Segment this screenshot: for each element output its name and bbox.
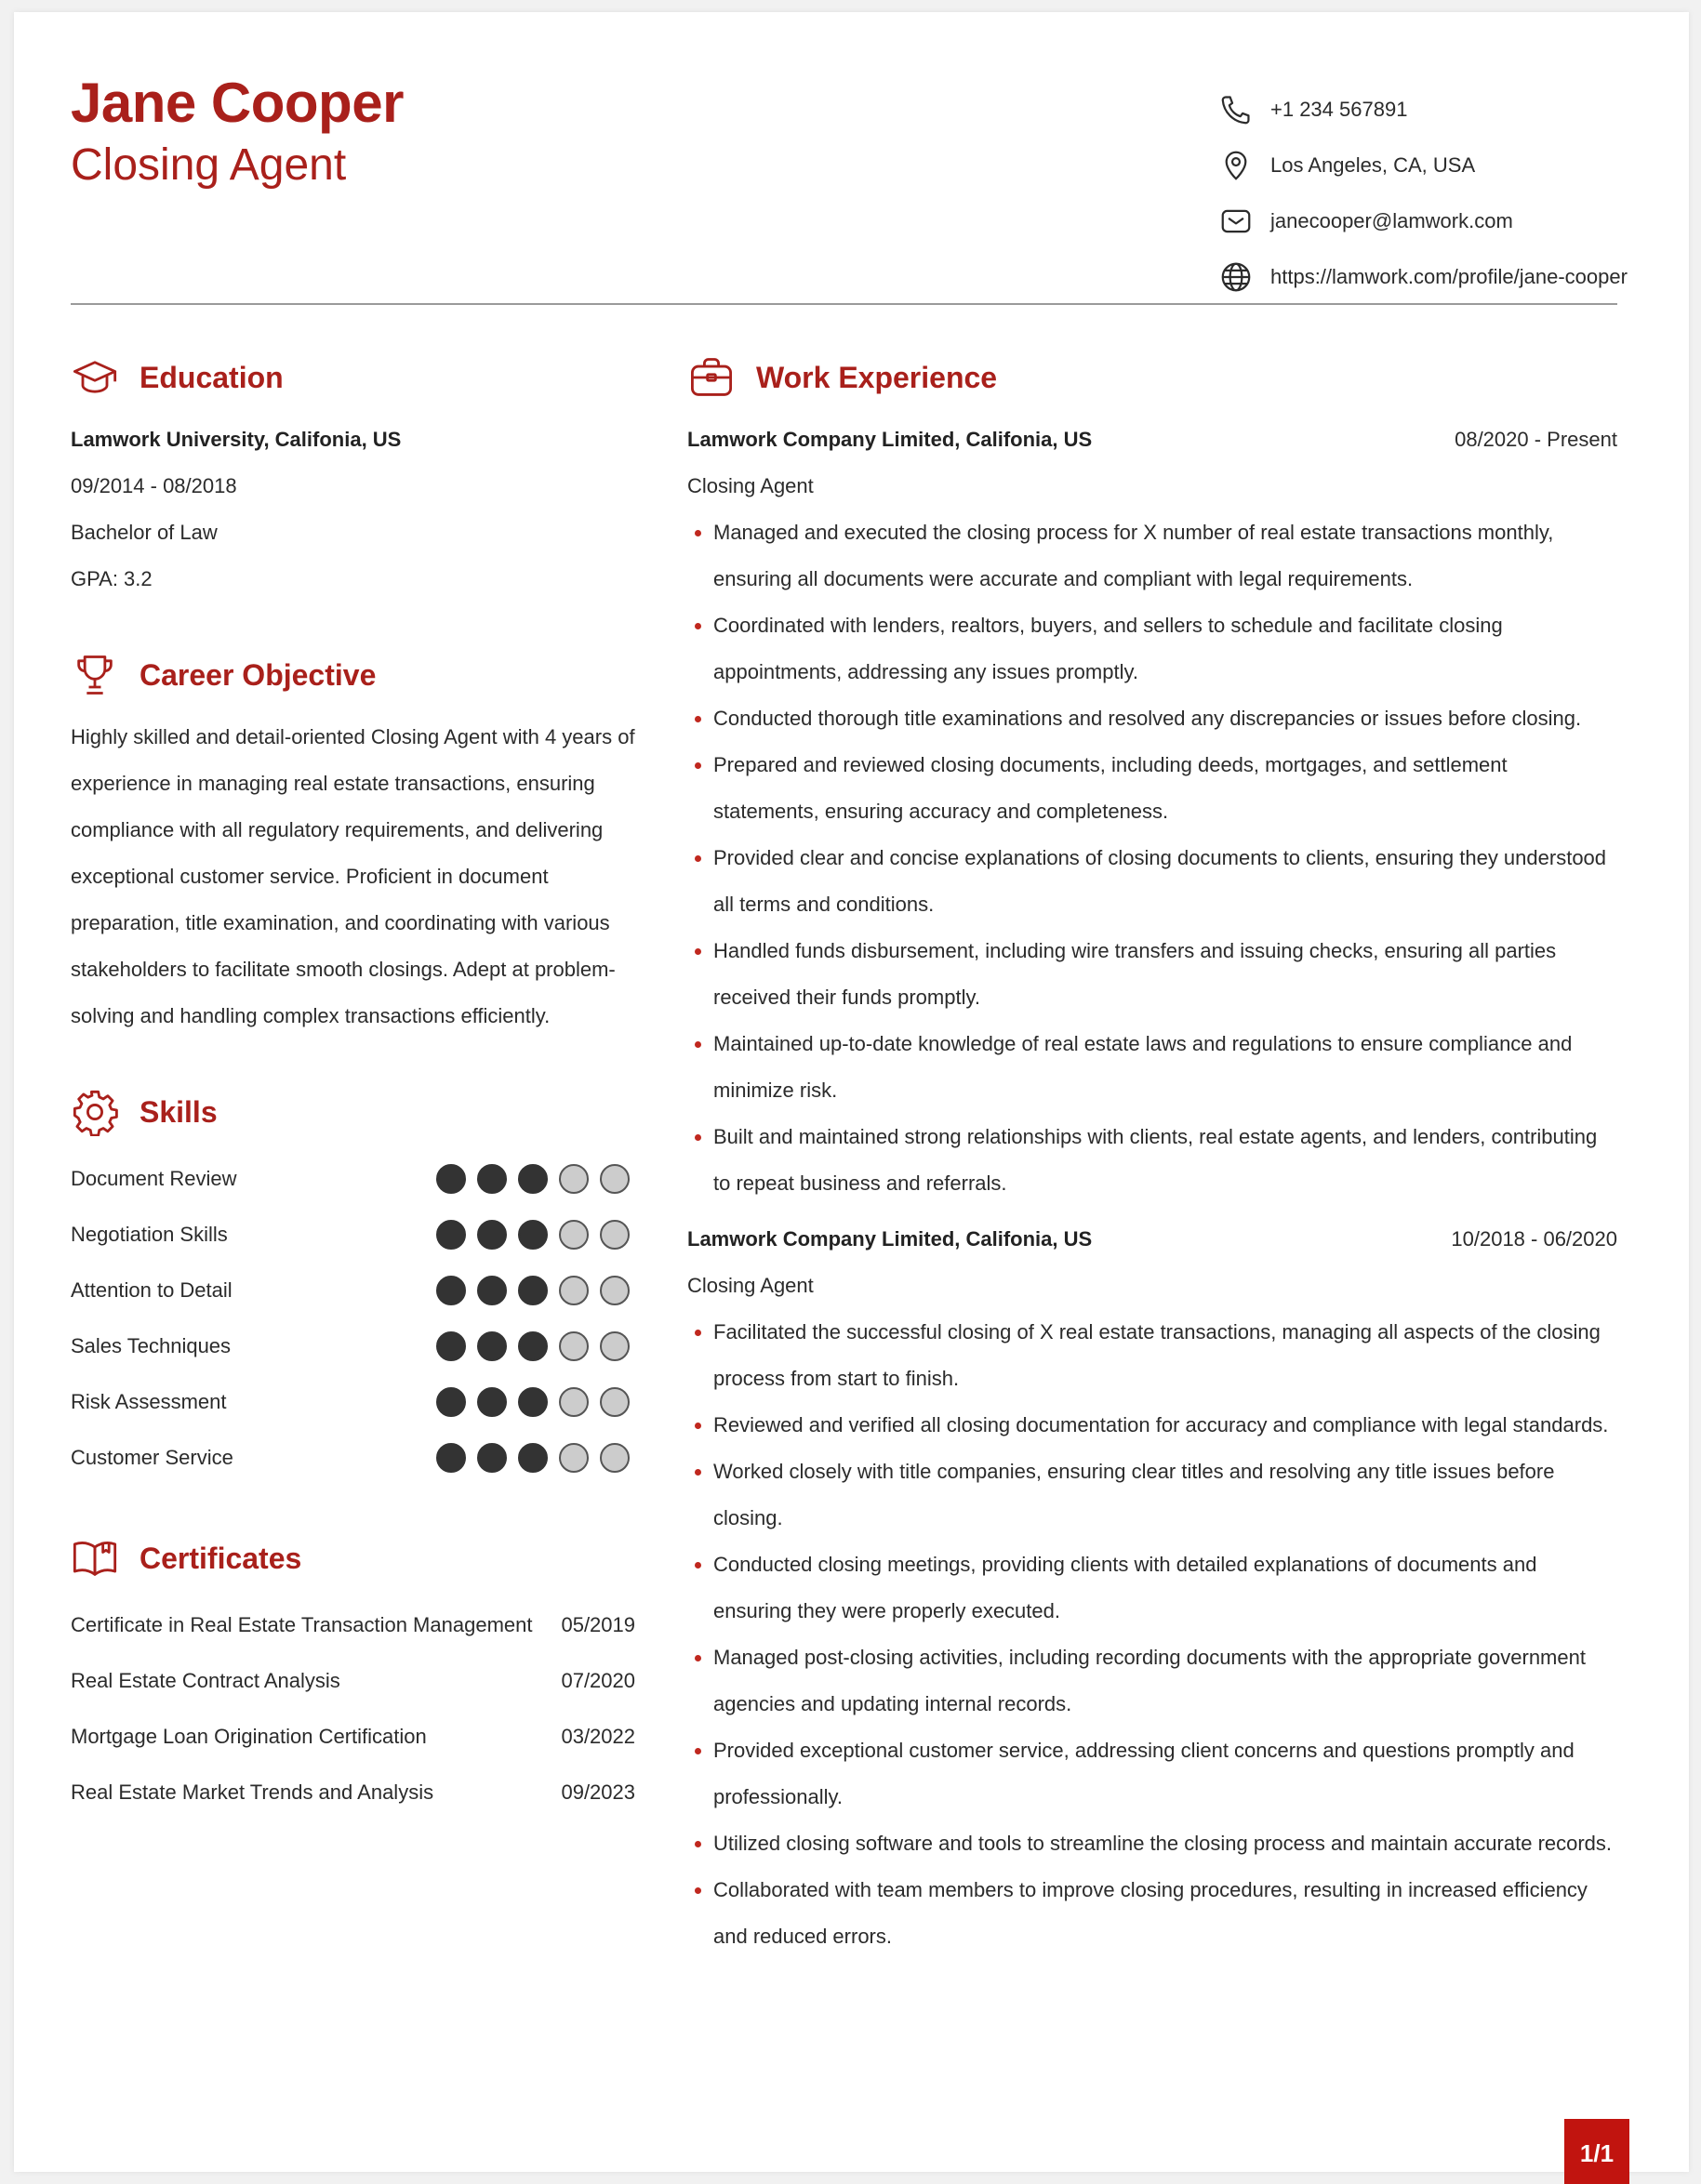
rating-dot-filled [436, 1220, 466, 1250]
trophy-icon [71, 651, 119, 699]
job-role: Closing Agent [687, 1274, 814, 1297]
rating-dot-empty [559, 1443, 589, 1473]
left-column [71, 351, 635, 1820]
skill-row [71, 1263, 635, 1318]
education-school: Lamwork University, Califonia, US [71, 428, 402, 451]
skill-name: Negotiation Skills [71, 1223, 228, 1246]
rating-dot-empty [559, 1331, 589, 1361]
rating-dot-empty [600, 1387, 630, 1417]
job-entry [687, 417, 1617, 1207]
briefcase-icon [687, 353, 736, 402]
job-bullet: Managed post-closing activities, including recording documents with the appropriate government agencies and updating internal records. [687, 1635, 1617, 1727]
rating-dot-filled [436, 1276, 466, 1305]
candidate-name: Jane Cooper [71, 72, 404, 134]
candidate-title: Closing Agent [71, 140, 347, 190]
job-header [687, 1216, 1617, 1263]
contact-website[interactable] [1218, 249, 1628, 305]
resume-header [71, 63, 1628, 305]
certificates-section [71, 1532, 635, 1820]
skill-row [71, 1374, 635, 1430]
job-dates: 08/2020 - Present [1455, 428, 1617, 451]
contact-location-text: Los Angeles, CA, USA [1270, 153, 1476, 177]
certificate-name: Certificate in Real Estate Transaction Management [71, 1613, 533, 1636]
job-bullet: Conducted closing meetings, providing clients with detailed explanations of documents and ensuring they were properly executed. [687, 1542, 1617, 1635]
rating-dot-filled [518, 1443, 548, 1473]
gear-icon [71, 1088, 119, 1136]
job-header [687, 417, 1617, 463]
rating-dot-filled [477, 1387, 507, 1417]
skill-row [71, 1318, 635, 1374]
rating-dot-filled [518, 1164, 548, 1194]
job-bullet: Provided clear and concise explanations of closing documents to clients, ensuring they understood all terms and conditions. [687, 835, 1617, 928]
certificate-date: 03/2022 [561, 1725, 635, 1748]
certificate-name: Real Estate Market Trends and Analysis [71, 1780, 434, 1804]
skill-rating [436, 1387, 630, 1417]
job-bullet: Prepared and reviewed closing documents, including deeds, mortgages, and settlement statements, ensuring accuracy and completeness. [687, 742, 1617, 835]
skills-header [71, 1086, 635, 1138]
contact-location [1218, 138, 1628, 193]
job-bullet: Facilitated the successful closing of X real estate transactions, managing all aspects of the closing process from start to finish. [687, 1309, 1617, 1402]
objective-header [71, 649, 635, 701]
rating-dot-filled [477, 1276, 507, 1305]
rating-dot-filled [436, 1331, 466, 1361]
skill-rating [436, 1220, 630, 1250]
education-header [71, 351, 635, 404]
rating-dot-filled [436, 1387, 466, 1417]
rating-dot-filled [518, 1220, 548, 1250]
job-company: Lamwork Company Limited, Califonia, US [687, 428, 1093, 451]
job-role: Closing Agent [687, 474, 814, 497]
education-gpa: GPA: 3.2 [71, 567, 153, 590]
certificate-row [71, 1765, 635, 1820]
job-bullet: Managed and executed the closing process for X number of real estate transactions monthly, ensuring all documents were accurate and compliant with legal requirements. [687, 510, 1617, 602]
certificates-list [71, 1597, 635, 1820]
rating-dot-filled [436, 1164, 466, 1194]
skill-rating [436, 1331, 630, 1361]
rating-dot-filled [518, 1387, 548, 1417]
objective-text: Highly skilled and detail-oriented Closing Agent with 4 years of experience in managing real estate transactions, ensuring compliance with all regulatory requirements, and delivering exceptional customer service. Proficient in document preparation, title examination, and coordinating with various stakeholders to facilitate smooth closings. Adept at problem-solving and handling complex transactions efficiently. [71, 725, 635, 1027]
education-degree: Bachelor of Law [71, 521, 218, 544]
job-bullet: Conducted thorough title examinations and resolved any discrepancies or issues before closing. [687, 695, 1617, 742]
job-bullet: Worked closely with title companies, ensuring clear titles and resolving any title issues before closing. [687, 1449, 1617, 1542]
certificate-name: Real Estate Contract Analysis [71, 1669, 340, 1692]
skill-name: Document Review [71, 1167, 237, 1190]
envelope-icon [1218, 204, 1254, 239]
resume-page [14, 12, 1689, 2172]
skill-row [71, 1151, 635, 1207]
phone-icon [1218, 92, 1254, 127]
certificate-date: 09/2023 [561, 1780, 635, 1804]
rating-dot-filled [477, 1164, 507, 1194]
education-title: Education [140, 360, 284, 394]
certificate-row [71, 1653, 635, 1709]
rating-dot-empty [600, 1220, 630, 1250]
education-section [71, 351, 635, 602]
rating-dot-empty [600, 1443, 630, 1473]
job-entry [687, 1216, 1617, 1960]
skill-name: Risk Assessment [71, 1390, 227, 1413]
job-bullet: Reviewed and verified all closing documentation for accuracy and compliance with legal standards. [687, 1402, 1617, 1449]
certificate-date: 07/2020 [561, 1669, 635, 1692]
certificates-title: Certificates [140, 1541, 302, 1575]
job-bullet: Collaborated with team members to improve closing procedures, resulting in increased efficiency and reduced errors. [687, 1867, 1617, 1960]
skills-list [71, 1151, 635, 1486]
right-column [687, 351, 1617, 1969]
objective-section [71, 649, 635, 1039]
certificate-name: Mortgage Loan Origination Certification [71, 1725, 427, 1748]
skills-title: Skills [140, 1094, 218, 1129]
jobs-list [687, 417, 1617, 1960]
contact-email-text[interactable]: janecooper@lamwork.com [1270, 209, 1513, 232]
job-dates: 10/2018 - 06/2020 [1451, 1227, 1617, 1251]
rating-dot-empty [600, 1276, 630, 1305]
education-dates: 09/2014 - 08/2018 [71, 474, 237, 497]
rating-dot-empty [559, 1164, 589, 1194]
graduation-cap-icon [71, 353, 119, 402]
job-bullet: Built and maintained strong relationships with clients, real estate agents, and lenders, contributing to repeat business and referrals. [687, 1114, 1617, 1207]
rating-dot-empty [600, 1331, 630, 1361]
certificate-row [71, 1709, 635, 1765]
skill-rating [436, 1443, 630, 1473]
job-bullet: Coordinated with lenders, realtors, buyers, and sellers to schedule and facilitate closing appointments, addressing any issues promptly. [687, 602, 1617, 695]
certificate-date: 05/2019 [561, 1613, 635, 1636]
objective-title: Career Objective [140, 657, 377, 692]
rating-dot-filled [518, 1276, 548, 1305]
rating-dot-empty [559, 1387, 589, 1417]
skill-row [71, 1207, 635, 1263]
open-book-icon [71, 1534, 119, 1582]
skill-name: Customer Service [71, 1446, 233, 1469]
skill-rating [436, 1276, 630, 1305]
page-indicator: 1/1 [1564, 2119, 1629, 2184]
rating-dot-filled [518, 1331, 548, 1361]
location-pin-icon [1218, 148, 1254, 183]
contact-website-text[interactable]: https://lamwork.com/profile/jane-cooper [1270, 265, 1628, 288]
rating-dot-filled [477, 1220, 507, 1250]
job-bullet: Maintained up-to-date knowledge of real estate laws and regulations to ensure compliance and minimize risk. [687, 1021, 1617, 1114]
job-bullets [687, 1309, 1617, 1960]
header-divider [71, 303, 1617, 305]
contact-phone [1218, 82, 1628, 138]
job-company: Lamwork Company Limited, Califonia, US [687, 1227, 1093, 1251]
contact-phone-text: +1 234 567891 [1270, 98, 1408, 121]
skills-section [71, 1086, 635, 1486]
contact-email[interactable] [1218, 193, 1628, 249]
rating-dot-filled [477, 1331, 507, 1361]
contact-list [1218, 82, 1628, 305]
rating-dot-filled [477, 1443, 507, 1473]
rating-dot-filled [436, 1443, 466, 1473]
work-title: Work Experience [756, 360, 998, 394]
skill-name: Attention to Detail [71, 1278, 233, 1302]
certificate-row [71, 1597, 635, 1653]
certificates-header [71, 1532, 635, 1584]
skill-row [71, 1430, 635, 1486]
job-bullet: Provided exceptional customer service, addressing client concerns and questions promptly and professionally. [687, 1727, 1617, 1820]
skill-name: Sales Techniques [71, 1334, 232, 1357]
rating-dot-empty [600, 1164, 630, 1194]
rating-dot-empty [559, 1276, 589, 1305]
job-bullet: Utilized closing software and tools to streamline the closing process and maintain accurate records. [687, 1820, 1617, 1867]
job-bullet: Handled funds disbursement, including wire transfers and issuing checks, ensuring all parties received their funds promptly. [687, 928, 1617, 1021]
job-bullets [687, 510, 1617, 1207]
globe-icon [1218, 259, 1254, 295]
skill-rating [436, 1164, 630, 1194]
work-header [687, 351, 1617, 404]
rating-dot-empty [559, 1220, 589, 1250]
